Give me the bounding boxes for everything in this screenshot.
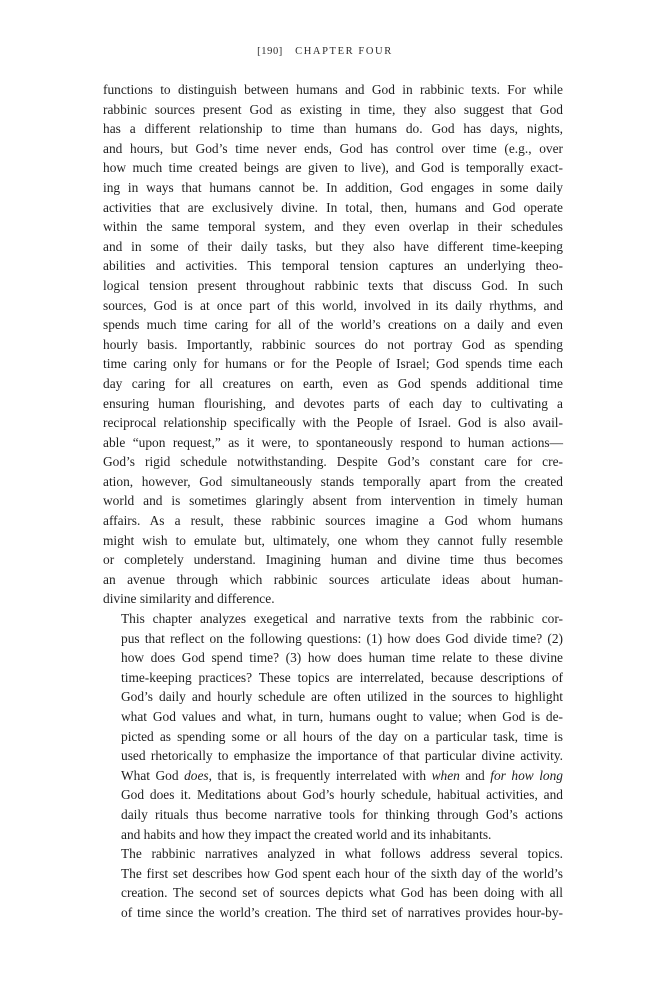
text-line: picted as spending some or all hours of the day on a particular task, time is xyxy=(121,728,563,744)
text-line: used rhetorically to emphasize the importance of that particular divine activity. xyxy=(121,748,563,764)
text-line: divine similarity and difference. xyxy=(103,591,275,607)
text-line: might wish to emulate but, ultimately, one whom they cannot fully resemble xyxy=(103,532,563,548)
text-line: This chapter analyzes exegetical and narrative texts from the rabbinic cor- xyxy=(121,611,563,627)
text-line: God’s daily and hourly schedule are often utilized in the sources to highlight xyxy=(121,689,563,705)
text-line: how much time created beings are given to live), and God is temporally exact- xyxy=(103,160,563,176)
page-number: [190] xyxy=(257,46,283,57)
text-line: how does God spend time? (3) how does human time relate to these divine xyxy=(121,650,563,666)
text-line: What God does, that is, is frequently interrelated with when and for how long xyxy=(121,767,564,783)
text-line: and in some of their daily tasks, but they also have different time-keeping xyxy=(103,238,563,254)
text-line: ensuring human flourishing, and devotes parts of each day to cultivating a xyxy=(103,395,563,411)
text-line: ation, however, God simultaneously stands temporally apart from the created xyxy=(103,473,563,489)
text-line: and hours, but God’s time never ends, God has control over time (e.g., over xyxy=(103,140,563,156)
text-line: time-keeping practices? These topics are interrelated, because descriptions of xyxy=(121,669,563,685)
running-head xyxy=(0,46,650,57)
chapter-title: CHAPTER FOUR xyxy=(295,46,393,57)
text-line: what God values and what, in turn, humans ought to value; when God is de- xyxy=(121,709,563,724)
text-line: daily rituals thus become narrative tools for thinking through God’s actions xyxy=(121,806,563,822)
text-line: ing in ways that humans cannot be. In addition, God engages in some daily xyxy=(103,179,563,195)
text-line: reciprocal relationship specifically with the People of Israel. God is also avail- xyxy=(103,415,563,431)
text-line: time caring only for humans or for the People of Israel; God spends time each xyxy=(103,356,563,372)
text-line: abilities and activities. This temporal tension captures an underlying theo- xyxy=(103,258,563,274)
text-line: God’s rigid schedule notwithstanding. Despite God’s constant care for cre- xyxy=(103,454,563,470)
paragraph xyxy=(103,609,563,844)
text-line: The rabbinic narratives analyzed in what follows address several topics. xyxy=(121,846,563,862)
text-line: sources, God is at once part of this world, involved in its daily rhythms, and xyxy=(103,297,563,313)
text-line: The first set describes how God spent each hour of the sixth day of the world’s xyxy=(121,865,563,881)
text-line: spends much time caring for all of the world’s creations on a daily and even xyxy=(103,317,563,333)
text-line: pus that reflect on the following questions: (1) how does God divide time? (2) xyxy=(121,630,563,646)
text-line: rabbinic sources present God as existing in time, they also suggest that God xyxy=(103,101,563,117)
text-line: affairs. As a result, these rabbinic sources imagine a God whom humans xyxy=(103,513,563,529)
text-line: activities that are exclusively divine. In total, then, humans and God operate xyxy=(103,199,563,215)
text-line: or completely understand. Imagining human and divine time thus becomes xyxy=(103,552,563,568)
text-line: functions to distinguish between humans and God in rabbinic texts. For while xyxy=(103,82,563,97)
body-text xyxy=(103,80,563,923)
paragraph xyxy=(103,80,563,609)
text-line: hourly basis. Importantly, rabbinic sources do not portray God as spending xyxy=(103,336,563,352)
text-line: creation. The second set of sources depicts what God has been doing with all xyxy=(121,885,563,901)
text-line: and habits and how they impact the created world and its inhabitants. xyxy=(121,826,492,842)
text-line: day caring for all creatures on earth, even as God spends additional time xyxy=(103,375,563,391)
paragraph xyxy=(103,844,563,922)
text-line: God does it. Meditations about God’s hourly schedule, habitual activities, and xyxy=(121,787,563,803)
text-line: of time since the world’s creation. The third set of narratives provides hour-by- xyxy=(121,904,563,920)
text-line: logical tension present throughout rabbinic texts that discuss God. In such xyxy=(103,277,563,293)
text-line: within the same temporal system, and they even overlap in their schedules xyxy=(103,219,563,235)
text-line: an avenue through which rabbinic sources articulate ideas about human- xyxy=(103,571,563,587)
text-line: world and is sometimes glaringly absent from intervention in timely human xyxy=(103,493,563,509)
text-line: able “upon request,” as it were, to spontaneously respond to human actions— xyxy=(103,434,563,450)
text-line: has a different relationship to time than humans do. God has days, nights, xyxy=(103,121,563,137)
